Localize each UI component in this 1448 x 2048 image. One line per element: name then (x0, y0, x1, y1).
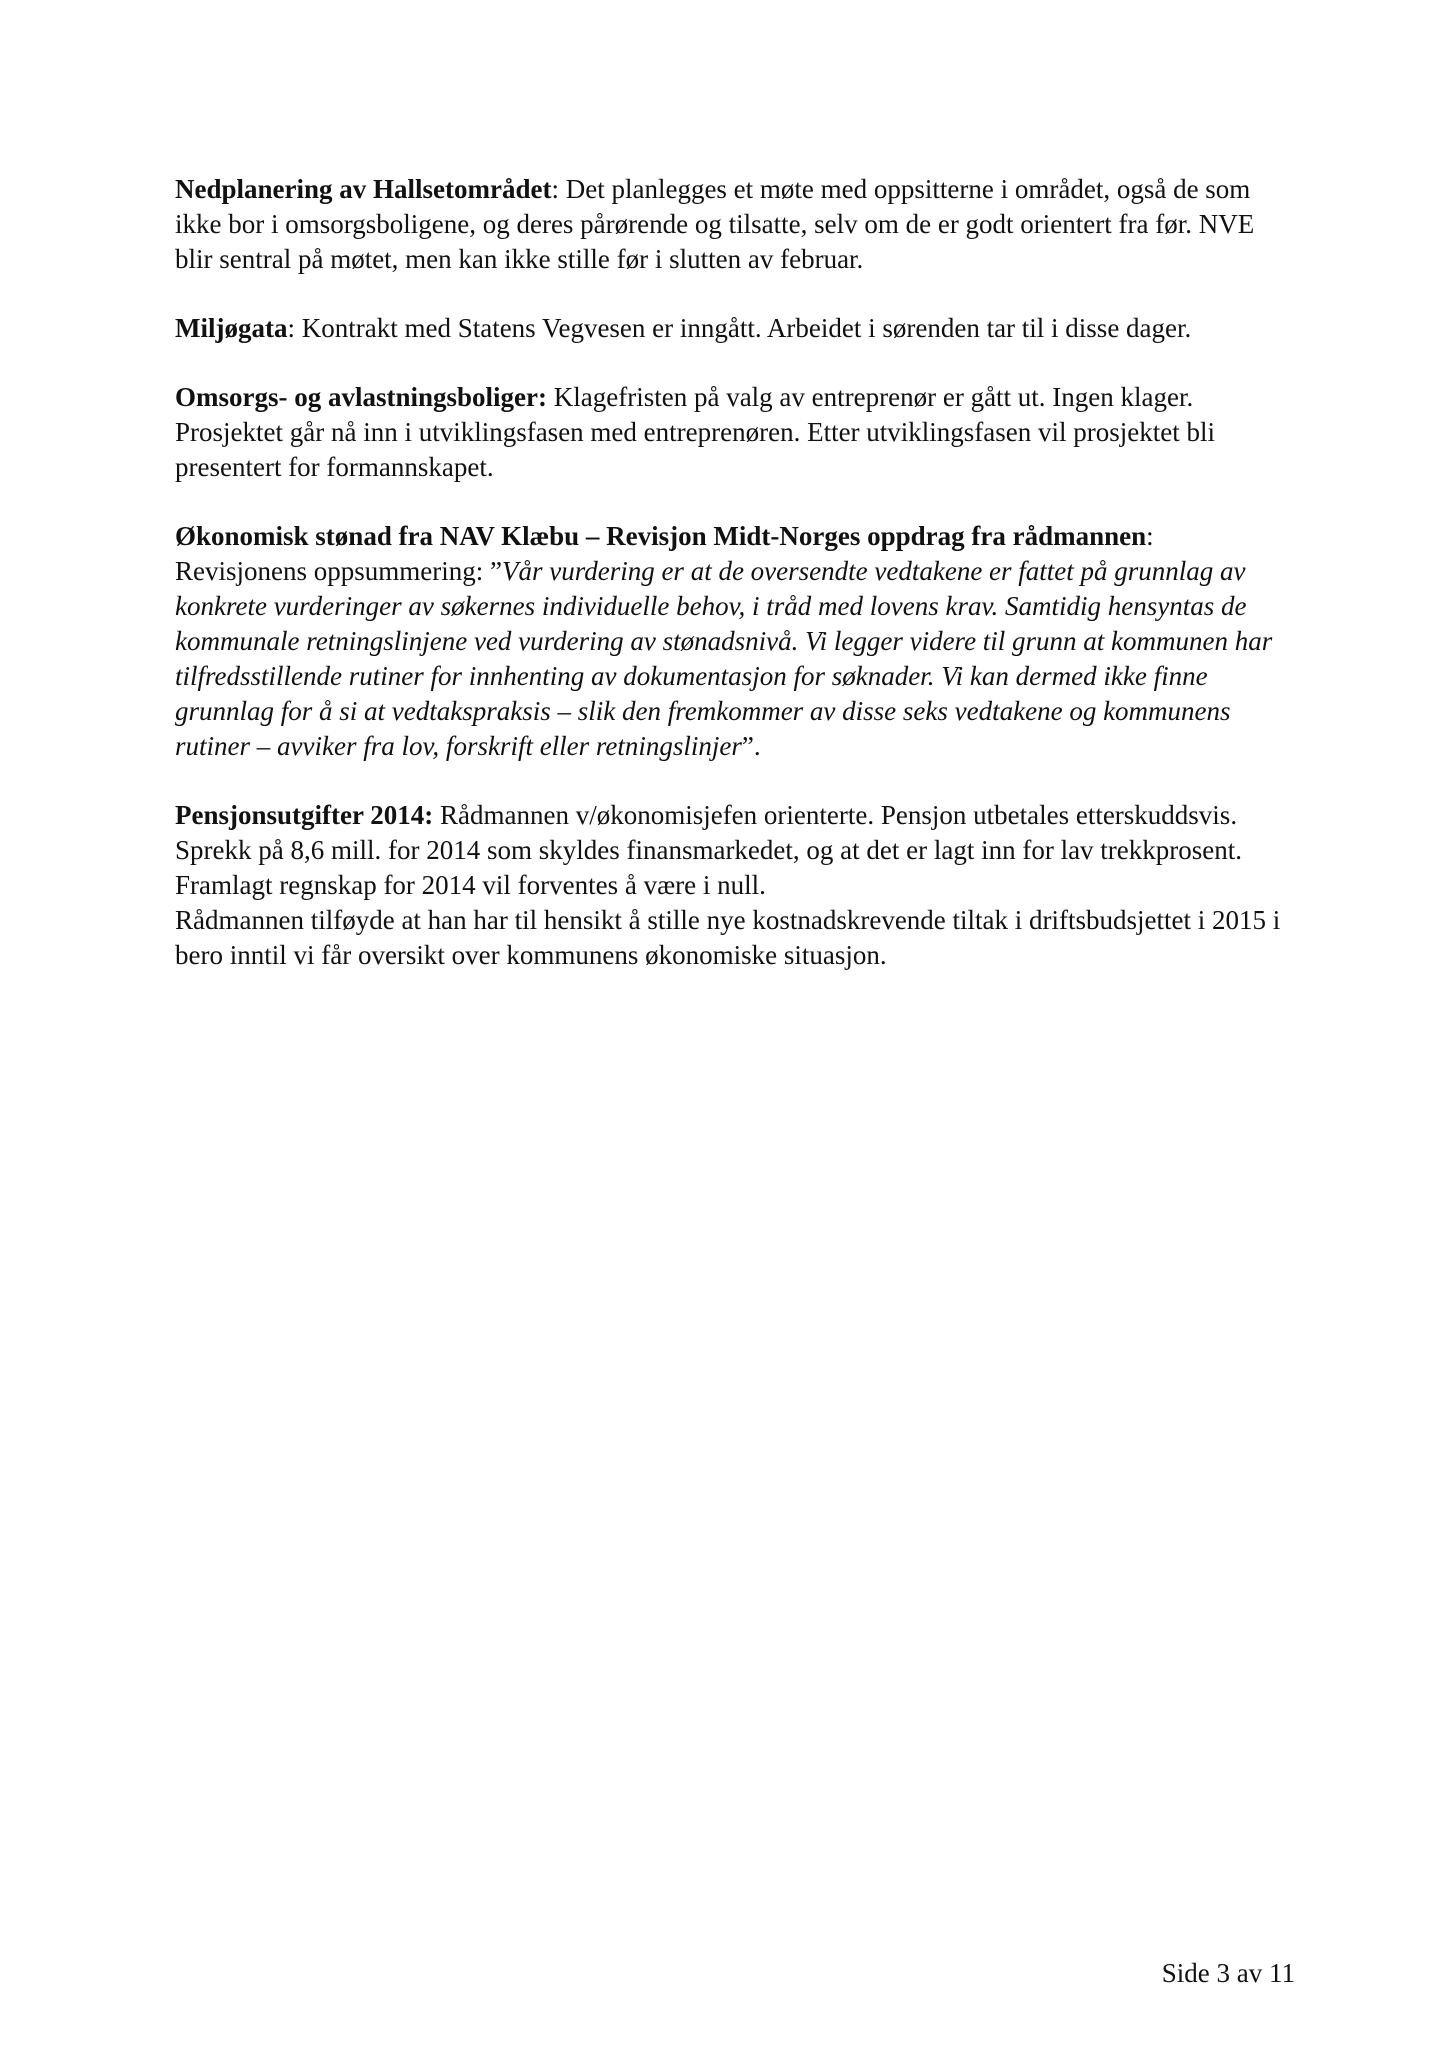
section-heading-hallset: Nedplanering av Hallsetområdet (175, 174, 552, 204)
section-text-omsorg: Klagefristen på valg av entreprenør er gått ut. Ingen klager. Prosjektet går nå inn i utviklingsfasen med entreprenøren. Etter utviklingsfasen vil prosjektet bli presentert for formannskapet. (175, 382, 1216, 482)
section-heading-pensjon: Pensjonsutgifter 2014: (175, 800, 434, 830)
section-omsorg (175, 380, 1295, 485)
section-heading-miljogata: Miljøgata (175, 313, 288, 343)
section-pensjon (175, 798, 1295, 973)
section-end-nav: ”. (741, 731, 761, 761)
section-lead-nav: Revisjonens oppsummering: ” (175, 556, 502, 586)
section-text-pensjon-2: Rådmannen tilføyde at han har til hensikt å stille nye kostnadskrevende tiltak i driftsbudsjettet i 2015 i bero inntil vi får oversikt over kommunens økonomiske situasjon. (175, 905, 1281, 970)
section-text-hallset: : Det planlegges et møte med oppsitterne i området, også de som ikke bor i omsorgsboligene, og deres pårørende og tilsatte, selv om de er godt orientert fra før. NVE blir sentral på møtet, men kan ikke stille før i slutten av februar. (175, 174, 1255, 274)
section-miljogata (175, 311, 1295, 346)
section-heading-nav-colon: : (1146, 521, 1154, 551)
document-body (175, 172, 1295, 1007)
section-quote-nav: Vår vurdering er at de oversendte vedtakene er fattet på grunnlag av konkrete vurderinger av søkernes individuelle behov, i tråd med lovens krav. Samtidig hensyntas de kommunale retningslinjene ved vurdering av stønadsnivå. Vi legger videre til grunn at kommunen har tilfredsstillende rutiner for innhenting av dokumentasjon for søknader. Vi kan dermed ikke finne grunnlag for å si at vedtakspraksis – slik den fremkommer av disse seks vedtakene og kommunens rutiner – avviker fra lov, forskrift eller retningslinjer (175, 556, 1273, 761)
section-nav (175, 519, 1295, 764)
section-heading-nav: Økonomisk stønad fra NAV Klæbu – Revisjon Midt-Norges oppdrag fra rådmannen (175, 521, 1147, 551)
section-text-nav (175, 554, 1295, 764)
section-text-pensjon: Rådmannen v/økonomisjefen orienterte. Pensjon utbetales etterskuddsvis. Sprekk på 8,6 mill. for 2014 som skyldes finansmarkedet, og at det er lagt inn for lav trekkprosent. Framlagt regnskap for 2014 vil forventes å være i null. (175, 800, 1243, 900)
section-hallset (175, 172, 1295, 277)
section-text-miljogata: : Kontrakt med Statens Vegvesen er inngått. Arbeidet i sørenden tar til i disse dager. (287, 313, 1192, 343)
page-number: Side 3 av 11 (1161, 1958, 1295, 1988)
section-heading-omsorg: Omsorgs- og avlastningsboliger: (175, 382, 548, 412)
